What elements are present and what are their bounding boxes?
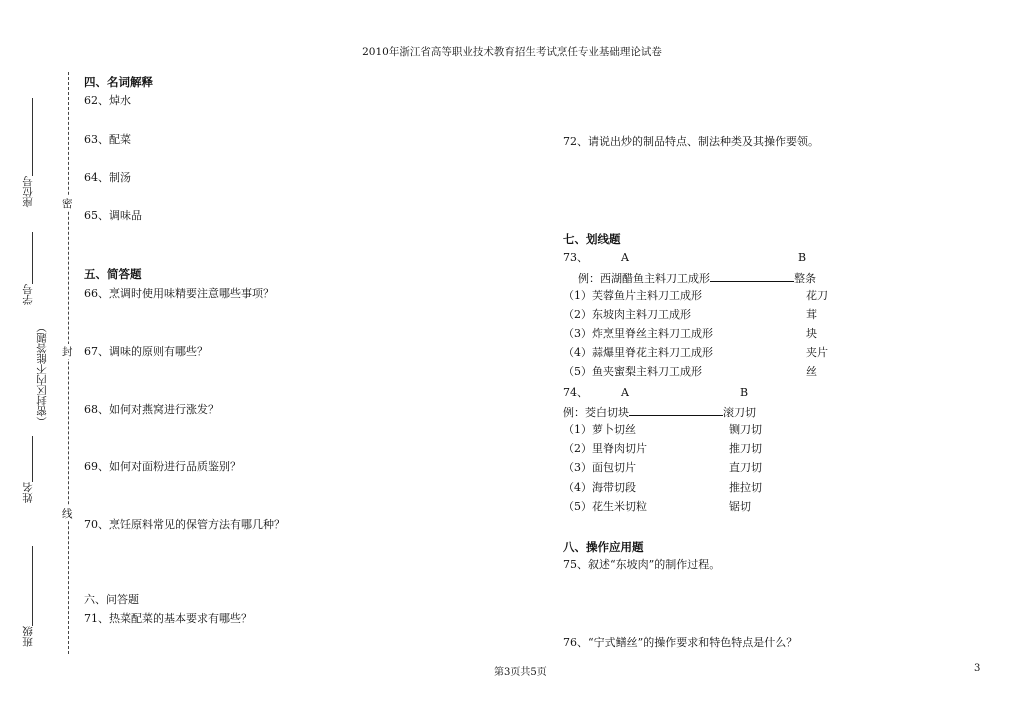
question-76: 76、“宁式鳝丝”的操作要求和特色特点是什么？	[563, 636, 798, 649]
q74-left-5: （5）花生米切粒	[563, 500, 647, 513]
seal-mark-feng: 封	[62, 346, 73, 358]
q73-right-3: 块	[806, 327, 817, 340]
question-74-col-b: B	[740, 386, 749, 399]
question-74-number: 74、	[563, 386, 588, 399]
q73-right-4: 夹片	[806, 346, 828, 359]
page-number: 3	[974, 663, 981, 674]
q73-right-1: 花刀	[806, 289, 828, 302]
question-63: 63、配菜	[84, 133, 131, 146]
question-70: 70、烹饪原料常见的保管方法有哪几种？	[84, 518, 285, 531]
q74-right-1: 铡刀切	[729, 423, 762, 436]
class-label: 班级	[22, 626, 34, 647]
q73-right-5: 丝	[806, 365, 817, 378]
q73-left-4: （4）蒜爆里脊花主料刀工成形	[563, 346, 713, 359]
question-75: 75、叙述“东坡肉”的制作过程。	[563, 558, 721, 571]
section-4-title: 四、名词解释	[84, 75, 153, 89]
question-72: 72、请说出炒的制品特点、制法种类及其操作要领。	[563, 135, 819, 148]
class-line	[32, 546, 33, 626]
question-73-example	[578, 270, 816, 285]
seal-note: （密封区内不能答题）	[36, 322, 48, 427]
q73-left-5: （5）鱼夹蜜梨主料刀工成形	[563, 365, 702, 378]
example-link-line	[710, 270, 794, 282]
seal-mark-mi: 密	[62, 198, 73, 210]
page-footer: 第3页共5页	[494, 667, 547, 678]
question-68: 68、如何对燕窝进行涨发？	[84, 403, 219, 416]
section-8-title: 八、操作应用题	[563, 540, 644, 554]
section-5-title: 五、简答题	[84, 267, 142, 281]
question-67: 67、调味的原则有哪些？	[84, 345, 208, 358]
section-6-title: 六、问答题	[84, 593, 139, 606]
question-64: 64、制汤	[84, 171, 131, 184]
q73-right-2: 茸	[806, 308, 817, 321]
q73-left-1: （1）芙蓉鱼片主料刀工成形	[563, 289, 702, 302]
q74-left-3: （3）面包切片	[563, 461, 636, 474]
q74-right-5: 锯切	[729, 500, 751, 513]
q74-right-3: 直刀切	[729, 461, 762, 474]
question-73-col-b: B	[798, 251, 807, 264]
question-71: 71、热菜配菜的基本要求有哪些？	[84, 612, 252, 625]
question-74-col-a: A	[621, 386, 629, 399]
example-left: 例：茭白切块	[563, 406, 629, 419]
student-no-line	[32, 232, 33, 284]
q74-right-2: 推刀切	[729, 442, 762, 455]
example-right: 滚刀切	[723, 406, 756, 419]
q73-left-2: （2）东坡肉主料刀工成形	[563, 308, 691, 321]
question-73-number: 73、	[563, 251, 588, 264]
question-69: 69、如何对面粉进行品质鉴别？	[84, 460, 241, 473]
q73-left-3: （3）炸烹里脊丝主料刀工成形	[563, 327, 713, 340]
q74-left-4: （4）海带切段	[563, 481, 636, 494]
name-line	[32, 436, 33, 482]
seal-mark-xian: 线	[62, 508, 73, 520]
question-66: 66、烹调时使用味精要注意哪些事项？	[84, 287, 274, 300]
question-74-example	[563, 404, 756, 419]
name-label: 姓名	[22, 482, 34, 503]
question-73-col-a: A	[621, 251, 629, 264]
example-link-line	[629, 404, 723, 416]
question-62: 62、焯水	[84, 94, 131, 107]
example-left: 例：西湖醋鱼主料刀工成形	[578, 272, 710, 285]
seal-dashed-line	[68, 72, 69, 654]
question-65: 65、调味品	[84, 209, 142, 222]
section-7-title: 七、划线题	[563, 232, 621, 246]
q74-right-4: 推拉切	[729, 481, 762, 494]
seat-line	[32, 98, 33, 176]
student-no-label: 学号	[22, 284, 34, 305]
page-header: 2010年浙江省高等职业技术教育招生考试烹任专业基础理论试卷	[362, 46, 662, 58]
q74-left-2: （2）里脊肉切片	[563, 442, 647, 455]
q74-left-1: （1）萝卜切丝	[563, 423, 636, 436]
example-right: 整条	[794, 272, 816, 285]
seat-label: 座位号	[22, 176, 34, 208]
